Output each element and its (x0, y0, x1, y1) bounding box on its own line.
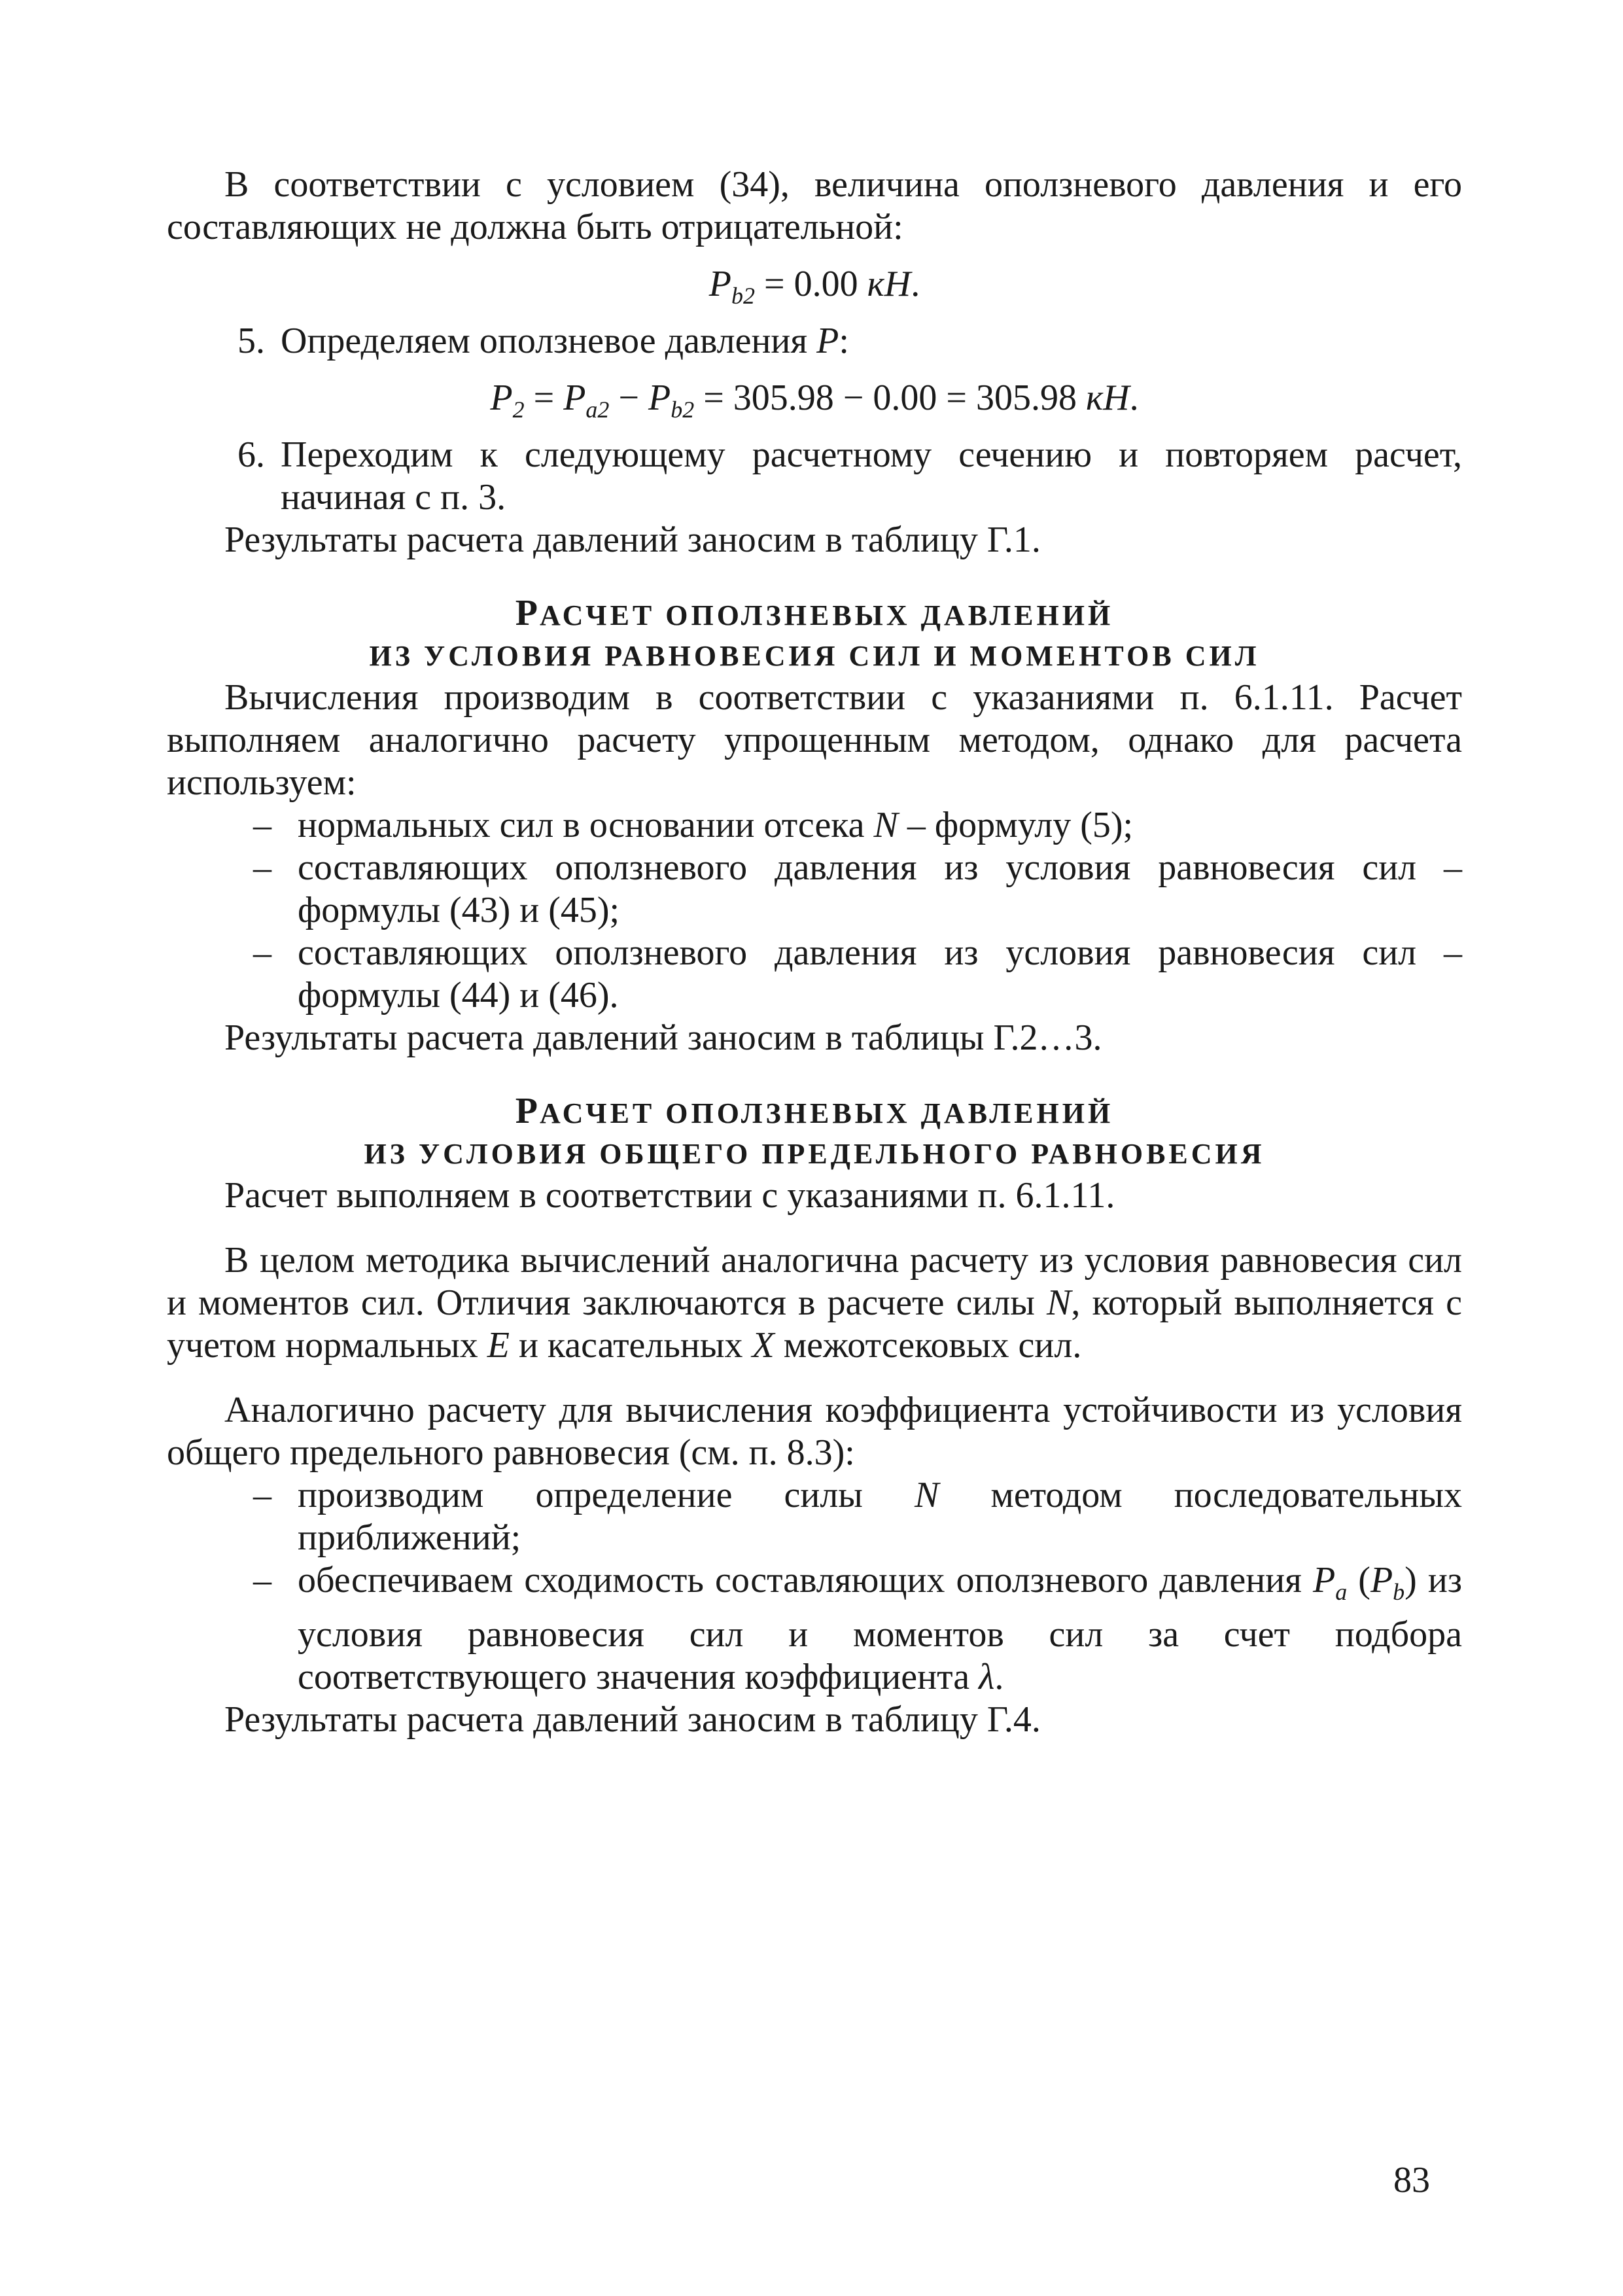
var-x: X (752, 1325, 775, 1366)
page-number: 83 (1393, 2160, 1430, 2200)
formula-op: − (609, 378, 648, 418)
list-text-part: . (994, 1657, 1004, 1698)
list-var-sub: b (1393, 1579, 1405, 1606)
formula-var: P (648, 378, 671, 418)
list-text-part: нормальных сил в основании отсека (298, 805, 874, 845)
list-text (298, 804, 1462, 847)
section-heading-limit-equilibrium (167, 1091, 1462, 1174)
numbered-item-6 (167, 434, 1462, 519)
list-item (167, 1474, 1462, 1559)
list-text-part: – формулу (5); (898, 805, 1134, 845)
text-part: межотсековых сил. (774, 1325, 1082, 1366)
page-content (167, 164, 1462, 1741)
text-part: и касательных (509, 1325, 752, 1366)
item-text-part: Определяем оползневое давления (281, 321, 817, 361)
item-end: : (839, 321, 849, 361)
paragraph-results-g1: Результаты расчета давлений заносим в таблицу Г.1. (224, 520, 1041, 560)
formula-op: = (524, 378, 564, 418)
list-var: λ (979, 1657, 995, 1698)
formula-pb2 (167, 263, 1462, 309)
formula-sub: a2 (585, 397, 610, 423)
paragraph-results-g4: Результаты расчета давлений заносим в таблицу Г.4. (224, 1699, 1041, 1740)
paragraph-condition: В соответствии с условием (34), величина оползневого давления и его составляющих не должна быть отрицательной: (167, 164, 1462, 247)
formula-var: P (563, 378, 586, 418)
formula-value: = 305.98 − 0.00 = 305.98 (694, 378, 1086, 418)
list-var: N (873, 805, 898, 845)
heading-line-1 (167, 1091, 1462, 1134)
list-text: составляющих оползневого давления из условия равновесия сил – формулы (44) и (46). (298, 932, 1462, 1016)
list-text (298, 1474, 1462, 1559)
list-item (167, 847, 1462, 932)
list-var-sub: a (1335, 1579, 1348, 1606)
var-e: E (487, 1325, 510, 1366)
list-text (298, 1559, 1462, 1699)
list-item (167, 932, 1462, 1017)
formula-var: P (708, 264, 731, 304)
list-dash: – (253, 932, 271, 973)
list-dash: – (253, 1560, 271, 1600)
list-text-part: производим определение силы (298, 1475, 915, 1515)
list-dash: – (253, 1475, 271, 1515)
formula-sub: 2 (512, 397, 525, 423)
formula-end: . (911, 264, 920, 304)
paragraph-methodology (167, 1239, 1462, 1367)
formula-sub: b2 (671, 397, 695, 423)
formula-var: P (490, 378, 513, 418)
item-text (281, 320, 1462, 362)
heading-line-2: ИЗ УСЛОВИЯ ОБЩЕГО ПРЕДЕЛЬНОГО РАВНОВЕСИЯ (364, 1138, 1265, 1170)
list-item (167, 804, 1462, 847)
heading-cap: Р (515, 593, 540, 633)
formula-value: = 0.00 (754, 264, 867, 304)
item-number: 5. (237, 321, 265, 361)
list-dash: – (253, 805, 271, 845)
list-var: P (1312, 1560, 1336, 1600)
text-part: В целом методика вычислений аналогична расчету из условия равновесия сил и моментов сил. Отличия заключаются в расчете силы (167, 1240, 1462, 1323)
heading-cap: Р (515, 1091, 540, 1131)
heading-line-2: ИЗ УСЛОВИЯ РАВНОВЕСИЯ СИЛ И МОМЕНТОВ СИЛ (369, 640, 1260, 672)
formula-unit: кН (1085, 378, 1130, 418)
formula-p2 (167, 377, 1462, 423)
list-text-part: ) из условия равновесия сил и моментов сил за счет подбора соответствующего значения коэффициента (298, 1560, 1462, 1698)
item-var: P (816, 321, 839, 361)
heading-line-1 (167, 593, 1462, 636)
list-var: P (1370, 1560, 1393, 1600)
paragraph-analogy: Аналогично расчету для вычисления коэффициента устойчивости из условия общего предельного равновесия (см. п. 8.3): (167, 1390, 1462, 1473)
list-text-part: обеспечиваем сходимость составляющих оползневого давления (298, 1560, 1313, 1600)
item-number: 6. (237, 434, 265, 475)
paragraph-calc-per-instructions: Расчет выполняем в соответствии с указаниями п. 6.1.11. (224, 1175, 1115, 1216)
heading-text: АСЧЕТ ОПОЛЗНЕВЫХ ДАВЛЕНИЙ (540, 1097, 1114, 1129)
list-item (167, 1559, 1462, 1699)
list-text: составляющих оползневого давления из условия равновесия сил – формулы (43) и (45); (298, 847, 1462, 930)
paragraph-results-g2-3: Результаты расчета давлений заносим в таблицы Г.2…3. (224, 1017, 1102, 1058)
formula-end: . (1129, 378, 1139, 418)
list-dash: – (253, 847, 271, 888)
item-text: Переходим к следующему расчетному сечению и повторяем расчет, начиная с п. 3. (281, 434, 1462, 518)
text-part: , который выполняется с учетом нормальных (167, 1282, 1462, 1366)
list-var: N (914, 1475, 939, 1515)
formula-sub: b2 (731, 283, 755, 309)
list-text-part: методом последовательных приближений; (298, 1475, 1462, 1558)
list-text-part: ( (1347, 1560, 1370, 1600)
numbered-item-5 (167, 320, 1462, 362)
heading-text: АСЧЕТ ОПОЛЗНЕВЫХ ДАВЛЕНИЙ (540, 599, 1114, 631)
var-n: N (1047, 1282, 1072, 1323)
section-heading-forces-moments (167, 593, 1462, 677)
paragraph-calculations: Вычисления производим в соответствии с указаниями п. 6.1.11. Расчет выполняем аналогично расчету упрощенным методом, однако для расчета используем: (167, 677, 1462, 803)
formula-unit: кН (867, 264, 911, 304)
